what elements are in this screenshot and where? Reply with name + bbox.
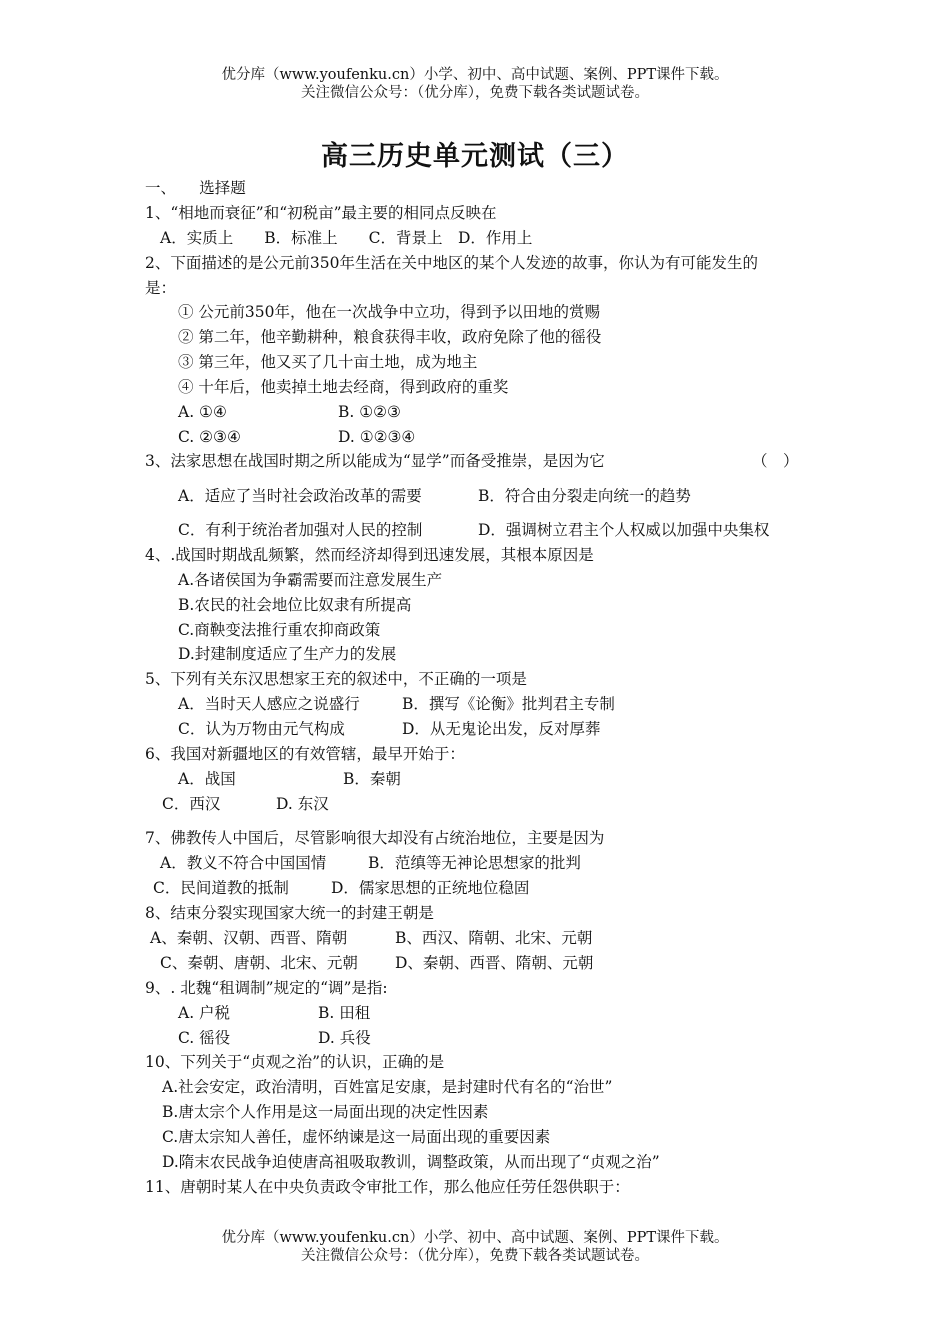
question-9-option-a: A. 户税 [178, 1004, 231, 1022]
question-8-stem: 8、结束分裂实现国家大统一的封建王朝是 [145, 904, 434, 922]
header-line-1: 优分库（www.youfenku.cn）小学、初中、高中试题、案例、PPT课件下载。 [221, 67, 729, 83]
question-7-option-c: C．民间道教的抵制 [153, 879, 289, 897]
question-6-option-c: C．西汉 [162, 795, 221, 813]
question-7-option-d: D．儒家思想的正统地位稳固 [331, 879, 530, 897]
question-9-option-b: B. 田租 [318, 1004, 371, 1022]
question-4-option: A.各诸侯国为争霸需要而注意发展生产 [178, 571, 443, 589]
question-7-option-b: B．范缜等无神论思想家的批判 [368, 854, 581, 872]
page-header [0, 66, 950, 102]
question-3-option-d: D．强调树立君主个人权威以加强中央集权 [478, 521, 770, 539]
question-5-stem: 5、下列有关东汉思想家王充的叙述中，不正确的一项是 [145, 670, 527, 688]
answer-bracket: （ ） [752, 452, 799, 470]
header-line-2: 关注微信公众号：（优分库），免费下载各类试题试卷。 [301, 85, 649, 101]
question-10-stem: 10、下列关于“贞观之治”的认识，正确的是 [145, 1053, 445, 1071]
question-9-option-d: D. 兵役 [318, 1029, 371, 1047]
question-10-option: B.唐太宗个人作用是这一局面出现的决定性因素 [162, 1103, 489, 1121]
question-5-option-a: A．当时天人感应之说盛行 [178, 695, 360, 713]
question-2-stem: 2、下面描述的是公元前350年生活在关中地区的某个人发迹的故事，你认为有可能发生的 [145, 254, 758, 272]
question-2-option-c: C. ②③④ [178, 428, 241, 446]
question-4-option: C.商鞅变法推行重农抑商政策 [178, 621, 381, 639]
question-2-item: ② 第二年，他辛勤耕种，粮食获得丰收，政府免除了他的徭役 [178, 328, 602, 346]
question-2-item: ③ 第三年，他又买了几十亩土地，成为地主 [178, 353, 478, 371]
question-6-option-a: A．战国 [178, 770, 236, 788]
question-8-option-c: C、秦朝、唐朝、北宋、元朝 [160, 954, 358, 972]
question-3-option-a: A．适应了当时社会政治改革的需要 [178, 487, 422, 505]
question-9-option-c: C. 徭役 [178, 1029, 231, 1047]
question-6-option-b: B．秦朝 [343, 770, 401, 788]
question-7-stem: 7、佛教传人中国后，尽管影响很大却没有占统治地位，主要是因为 [145, 829, 605, 847]
question-6-option-d: D. 东汉 [276, 795, 329, 813]
question-5-option-c: C．认为万物由元气构成 [178, 720, 345, 738]
question-8-option-b: B、西汉、隋朝、北宋、元朝 [395, 929, 593, 947]
question-8-option-d: D、秦朝、西晋、隋朝、元朝 [395, 954, 594, 972]
question-4-stem: 4、.战国时期战乱频繁，然而经济却得到迅速发展，其根本原因是 [145, 546, 594, 564]
question-2-option-a: A. ①④ [178, 403, 227, 421]
question-1-stem: 1、“相地而衰征”和“初税亩”最主要的相同点反映在 [145, 204, 497, 222]
question-4-option: D.封建制度适应了生产力的发展 [178, 645, 397, 663]
question-2-item: ④ 十年后，他卖掉土地去经商，得到政府的重奖 [178, 378, 509, 396]
question-4-option: B.农民的社会地位比奴隶有所提高 [178, 596, 412, 614]
question-7-option-a: A．教义不符合中国国情 [160, 854, 327, 872]
question-5-option-d: D．从无鬼论出发，反对厚葬 [402, 720, 601, 738]
question-3-option-b: B．符合由分裂走向统一的趋势 [478, 487, 691, 505]
footer-line-2: 关注微信公众号：（优分库），免费下载各类试题试卷。 [301, 1248, 649, 1264]
question-3-stem: 3、法家思想在战国时期之所以能成为“显学”而备受推崇，是因为它 [145, 452, 605, 470]
question-5-option-b: B．撰写《论衡》批判君主专制 [402, 695, 615, 713]
question-2-option-b: B. ①②③ [338, 403, 401, 421]
section-heading: 一、 选择题 [145, 179, 246, 197]
question-10-option: D.隋末农民战争迫使唐高祖吸取教训，调整政策，从而出现了“贞观之治” [162, 1153, 660, 1171]
question-11-stem: 11、唐朝时某人在中央负责政令审批工作，那么他应任劳任怨供职于： [145, 1178, 630, 1196]
page-title: 高三历史单元测试（三） [321, 141, 629, 172]
question-10-option: C.唐太宗知人善任，虚怀纳谏是这一局面出现的重要因素 [162, 1128, 551, 1146]
question-10-option: A.社会安定，政治清明，百姓富足安康，是封建时代有名的“治世” [162, 1078, 613, 1096]
question-6-stem: 6、我国对新疆地区的有效管辖，最早开始于： [145, 745, 465, 763]
question-2-stem-cont: 是： [145, 279, 177, 297]
question-9-stem: 9、. 北魏“租调制”规定的“调”是指: [145, 979, 388, 997]
question-2-item: ① 公元前350年，他在一次战争中立功，得到予以田地的赏赐 [178, 303, 601, 321]
question-1-options: A．实质上 B．标准上 C．背景上 D．作用上 [160, 229, 533, 247]
page-footer [0, 1229, 950, 1265]
question-2-option-d: D. ①②③④ [338, 428, 416, 446]
footer-line-1: 优分库（www.youfenku.cn）小学、初中、高中试题、案例、PPT课件下载。 [221, 1230, 729, 1246]
question-3-option-c: C．有利于统治者加强对人民的控制 [178, 521, 423, 539]
question-8-option-a: A、秦朝、汉朝、西晋、隋朝 [150, 929, 348, 947]
